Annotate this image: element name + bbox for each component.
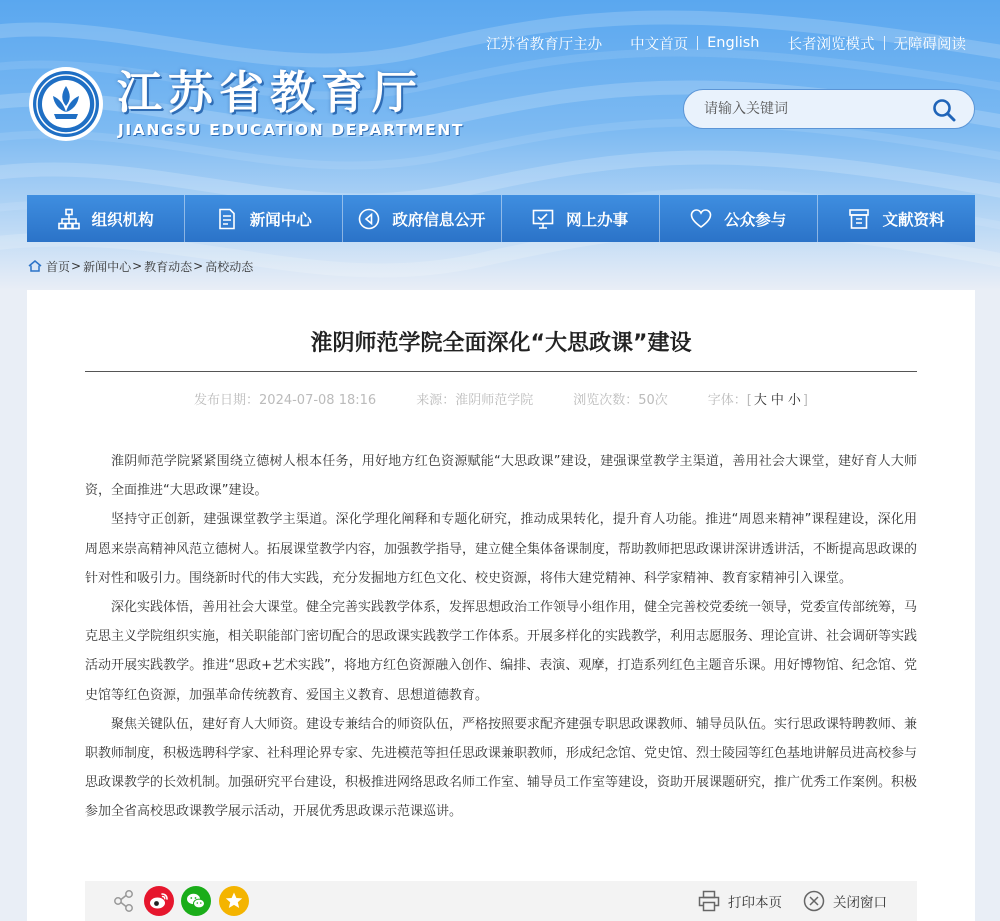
nav-item-news[interactable] <box>185 195 343 242</box>
nav-item-online-services[interactable] <box>502 195 660 242</box>
article-paragraph: 坚持守正创新，建强课堂教学主渠道。深化学理化阐释和专题化研究，推动成果转化，提升育人功能。推进“周恩来精神”课程建设，深化用周恩来崇高精神风范立德树人。拓展课堂教学内容，加强教学指导，建立健全集体备课制度，帮助教师把思政课讲深讲透讲活，不断提高思政课的针对性和吸引力。围绕新时代的伟大实践，充分发掘地方红色文化、校史资源，将伟大建党精神、科学家精神、教育家精神引入课堂。 <box>85 512 918 586</box>
font-size-control: 字体：[ 大 中 小 ] <box>707 392 808 408</box>
share-icon[interactable] <box>109 886 139 916</box>
divider <box>697 36 698 50</box>
font-medium-button[interactable]: 中 <box>770 392 784 408</box>
weibo-icon[interactable] <box>144 886 174 916</box>
font-size-label: 字体： <box>707 392 747 408</box>
accessibility-link[interactable]: 无障碍阅读 <box>893 36 966 53</box>
font-large-button[interactable]: 大 <box>753 392 767 408</box>
article-title: 淮阴师范学院全面深化“大思政课”建设 <box>310 331 692 356</box>
site-title: 江苏省教育厅 <box>117 66 424 119</box>
nav-item-org[interactable] <box>27 195 185 242</box>
nav-item-documents[interactable] <box>818 195 975 242</box>
nav-label: 文献资料 <box>882 210 945 229</box>
site-subtitle: JIANGSU EDUCATION DEPARTMENT <box>118 121 465 139</box>
article-paragraph: 深化实践体悟，善用社会大课堂。健全完善实践教学体系，发挥思想政治工作领导小组作用，健全完善校党委统一领导，党委宣传部统筹，马克思主义学院组织实施，相关职能部门密切配合的思政课实践教学工作体系。开展多样化的实践教学，利用志愿服务、理论宣讲、社会调研等实践活动开展实践教学。推进“思政+艺术实践”，将地方红色资源融入创作、编排、表演、观摩，打造系列红色主题音乐课。用好博物馆、纪念馆、党史馆等红色资源，加强革命传统教育、爱国主义教育、思想道德教育。 <box>85 600 918 703</box>
divider <box>884 36 885 50</box>
search-box <box>683 89 975 129</box>
favorite-icon[interactable] <box>219 886 249 916</box>
publish-date: 发布日期：2024-07-08 18:16 <box>194 392 377 408</box>
font-small-button[interactable]: 小 <box>787 392 801 408</box>
elderly-mode-link[interactable]: 长者浏览模式 <box>787 36 875 53</box>
nav-label: 政府信息公开 <box>392 210 486 229</box>
sponsor-link[interactable]: 江苏省教育厅主办 <box>486 36 603 53</box>
org-chart-icon <box>58 208 80 230</box>
english-link[interactable]: English <box>707 35 760 51</box>
home-icon <box>28 260 42 272</box>
logo-emblem-icon[interactable] <box>28 66 104 142</box>
main-nav <box>27 195 975 242</box>
article-body <box>85 447 917 827</box>
article-paragraph: 聚焦关键队伍，建好育人大师资。建设专兼结合的师资队伍，严格按照要求配齐建强专职思政课教师、辅导员队伍。实行思政课特聘教师、兼职教师制度，积极选聘科学家、社科理论界专家、先进模范等担任思政课兼职教师，形成纪念馆、党史馆、烈士陵园等红色基地讲解员进高校参与思政课教学的长效机制。加强研究平台建设，积极推进网络思政名师工作室、辅导员工作室等建设，资助开展课题研究，推广优秀工作案例。积极参加全省高校思政课教学展示活动，开展优秀思政课示范课巡讲。 <box>85 716 918 820</box>
archive-icon <box>848 208 870 230</box>
printer-icon <box>698 890 720 912</box>
nav-item-gov-info[interactable] <box>343 195 501 242</box>
megaphone-icon <box>358 208 380 230</box>
breadcrumb-separator: > <box>193 259 204 273</box>
breadcrumb-news-center[interactable]: 新闻中心 <box>83 259 132 274</box>
close-icon <box>803 890 825 912</box>
article-source: 来源：淮阴师范学院 <box>416 392 534 408</box>
breadcrumb-separator: > <box>132 259 143 273</box>
breadcrumb <box>28 257 253 275</box>
nav-label: 网上办事 <box>566 210 629 229</box>
breadcrumb-separator: > <box>71 259 82 273</box>
search-icon[interactable] <box>932 98 956 122</box>
print-button[interactable] <box>698 890 782 912</box>
title-divider <box>85 371 917 372</box>
breadcrumb-university-news[interactable]: 高校动态 <box>205 259 254 274</box>
home-cn-link[interactable]: 中文首页 <box>630 36 689 53</box>
view-count: 浏览次数：50次 <box>573 392 668 408</box>
article-meta <box>85 388 917 408</box>
monitor-icon <box>532 208 554 230</box>
print-label: 打印本页 <box>728 895 782 911</box>
close-label: 关闭窗口 <box>833 895 887 911</box>
top-links <box>486 33 966 53</box>
close-window-button[interactable] <box>803 890 887 912</box>
document-icon <box>216 208 238 230</box>
share-bar <box>85 881 917 921</box>
heart-icon <box>690 208 712 230</box>
breadcrumb-education-news[interactable]: 教育动态 <box>144 259 193 274</box>
nav-label: 新闻中心 <box>249 210 312 229</box>
search-input[interactable] <box>704 101 924 117</box>
article-paragraph: 淮阴师范学院紧紧围绕立德树人根本任务，用好地方红色资源赋能“大思政课”建设，建强课堂教学主渠道，善用社会大课堂，建好育人大师资，全面推进“大思政课”建设。 <box>85 454 917 499</box>
nav-label: 公众参与 <box>724 210 787 229</box>
nav-item-public-participation[interactable] <box>660 195 818 242</box>
site-header <box>0 0 1000 290</box>
breadcrumb-home[interactable]: 首页 <box>46 259 71 274</box>
wechat-icon[interactable] <box>181 886 211 916</box>
nav-label: 组织机构 <box>91 210 154 229</box>
